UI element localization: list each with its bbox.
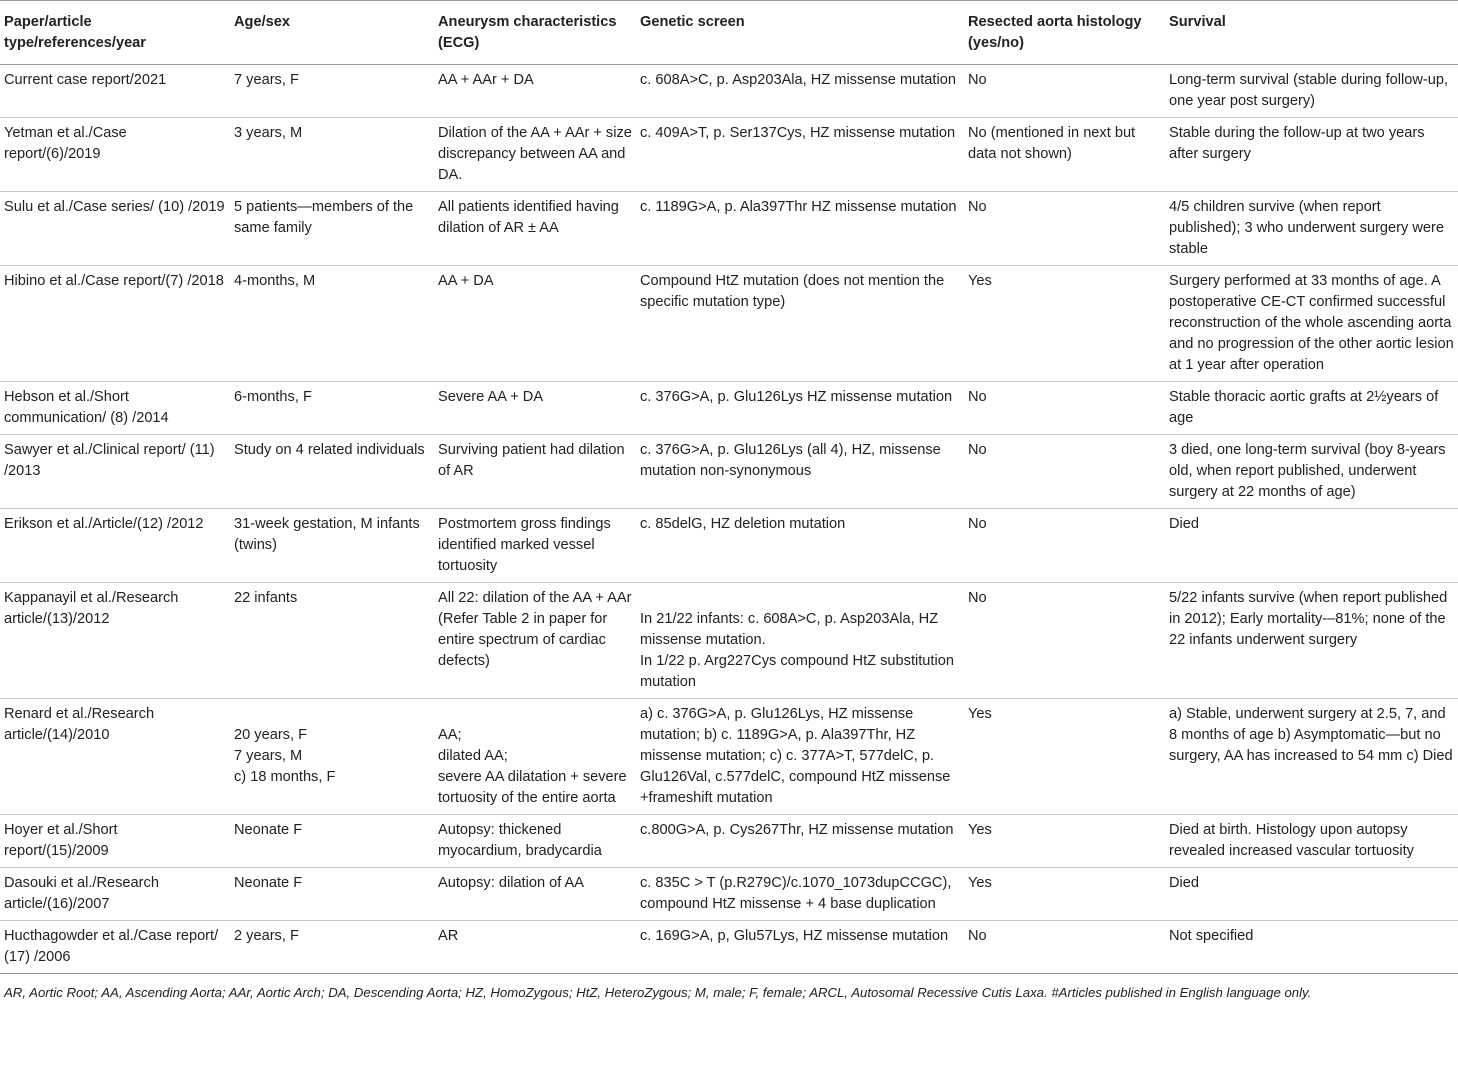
cell-genetic: c. 409A>T, p. Ser137Cys, HZ missense mutation xyxy=(636,118,964,192)
cell-age-sex: 5 patients—members of the same family xyxy=(230,192,434,266)
header-histology: Resected aorta histology (yes/no) xyxy=(964,1,1165,65)
table-row xyxy=(0,921,1458,974)
cell-age-sex: 3 years, M xyxy=(230,118,434,192)
cell-age-sex: 22 infants xyxy=(230,583,434,699)
cell-paper: Sawyer et al./Clinical report/ (11) /2013 xyxy=(0,435,230,509)
table-footnote: AR, Aortic Root; AA, Ascending Aorta; AAr, Aortic Arch; DA, Descending Aorta; HZ, HomoZygous; HtZ, HeteroZygous; M, male; F, female; ARCL, Autosomal Recessive Cutis Laxa. #Articles published in English language only. xyxy=(4,985,1312,1000)
cell-histology: Yes xyxy=(964,868,1165,921)
cell-genetic: In 21/22 infants: c. 608A>C, p. Asp203Ala, HZ missense mutation. In 1/22 p. Arg227Cys compound HtZ substitution mutation xyxy=(636,583,964,699)
cell-histology: Yes xyxy=(964,815,1165,868)
cell-genetic: c. 376G>A, p. Glu126Lys HZ missense mutation xyxy=(636,382,964,435)
table-row xyxy=(0,509,1458,583)
cell-genetic: c. 608A>C, p. Asp203Ala, HZ missense mutation xyxy=(636,65,964,118)
cell-survival: a) Stable, underwent surgery at 2.5, 7, and 8 months of age b) Asymptomatic—but no surgery, AA has increased to 54 mm c) Died xyxy=(1165,699,1458,815)
cell-paper: Hucthagowder et al./Case report/ (17) /2006 xyxy=(0,921,230,974)
cell-age-sex: 20 years, F 7 years, M c) 18 months, F xyxy=(230,699,434,815)
cell-aneurysm: AR xyxy=(434,921,636,974)
cell-age-sex: 2 years, F xyxy=(230,921,434,974)
cell-genetic: c. 169G>A, p, Glu57Lys, HZ missense mutation xyxy=(636,921,964,974)
cell-histology: No xyxy=(964,435,1165,509)
cell-survival: Stable during the follow-up at two years after surgery xyxy=(1165,118,1458,192)
cell-histology: No xyxy=(964,192,1165,266)
cell-survival: Long-term survival (stable during follow-up, one year post surgery) xyxy=(1165,65,1458,118)
table-row xyxy=(0,118,1458,192)
cell-survival: 5/22 infants survive (when report published in 2012); Early mortality-–81%; none of the 22 infants underwent surgery xyxy=(1165,583,1458,699)
cell-genetic: c.800G>A, p. Cys267Thr, HZ missense mutation xyxy=(636,815,964,868)
cell-age-sex: 31-week gestation, M infants (twins) xyxy=(230,509,434,583)
cell-histology: No xyxy=(964,65,1165,118)
cell-paper: Renard et al./Research article/(14)/2010 xyxy=(0,699,230,815)
cell-aneurysm: Surviving patient had dilation of AR xyxy=(434,435,636,509)
header-row xyxy=(0,1,1458,65)
header-age-sex: Age/sex xyxy=(230,1,434,65)
header-paper: Paper/article type/references/year xyxy=(0,1,230,65)
cell-aneurysm: AA + DA xyxy=(434,266,636,382)
cell-genetic: c. 1189G>A, p. Ala397Thr HZ missense mutation xyxy=(636,192,964,266)
cell-age-sex: Study on 4 related individuals xyxy=(230,435,434,509)
cell-paper: Hoyer et al./Short report/(15)/2009 xyxy=(0,815,230,868)
table-row xyxy=(0,192,1458,266)
cell-genetic: Compound HtZ mutation (does not mention the specific mutation type) xyxy=(636,266,964,382)
table-row xyxy=(0,868,1458,921)
cell-age-sex: 7 years, F xyxy=(230,65,434,118)
cell-age-sex: 6-months, F xyxy=(230,382,434,435)
cell-aneurysm: AA + AAr + DA xyxy=(434,65,636,118)
cell-survival: 3 died, one long-term survival (boy 8-years old, when report published, underwent surgery at 22 months of age) xyxy=(1165,435,1458,509)
header-genetic-screen: Genetic screen xyxy=(636,1,964,65)
cell-histology: No xyxy=(964,583,1165,699)
cell-aneurysm: Autopsy: thickened myocardium, bradycardia xyxy=(434,815,636,868)
cell-aneurysm: Postmortem gross findings identified marked vessel tortuosity xyxy=(434,509,636,583)
cell-aneurysm: All patients identified having dilation of AR ± AA xyxy=(434,192,636,266)
cell-age-sex: Neonate F xyxy=(230,868,434,921)
cell-age-sex: 4-months, M xyxy=(230,266,434,382)
cell-age-sex: Neonate F xyxy=(230,815,434,868)
cell-genetic: c. 376G>A, p. Glu126Lys (all 4), HZ, missense mutation non-synonymous xyxy=(636,435,964,509)
cell-aneurysm: Autopsy: dilation of AA xyxy=(434,868,636,921)
cell-paper: Erikson et al./Article/(12) /2012 xyxy=(0,509,230,583)
cell-genetic: c. 835C > T (p.R279C)/c.1070_1073dupCCGC), compound HtZ missense + 4 base duplication xyxy=(636,868,964,921)
cell-survival: Died xyxy=(1165,868,1458,921)
cell-paper: Current case report/2021 xyxy=(0,65,230,118)
cell-paper: Kappanayil et al./Research article/(13)/2012 xyxy=(0,583,230,699)
cell-paper: Dasouki et al./Research article/(16)/2007 xyxy=(0,868,230,921)
cell-survival: Died xyxy=(1165,509,1458,583)
cell-histology: Yes xyxy=(964,699,1165,815)
table-row xyxy=(0,583,1458,699)
cell-paper: Sulu et al./Case series/ (10) /2019 xyxy=(0,192,230,266)
table-row xyxy=(0,382,1458,435)
table-row xyxy=(0,266,1458,382)
cell-paper: Hibino et al./Case report/(7) /2018 xyxy=(0,266,230,382)
cell-aneurysm: Severe AA + DA xyxy=(434,382,636,435)
table-row xyxy=(0,435,1458,509)
cell-histology: No xyxy=(964,509,1165,583)
cell-survival: Died at birth. Histology upon autopsy revealed increased vascular tortuosity xyxy=(1165,815,1458,868)
cell-aneurysm: All 22: dilation of the AA + AAr (Refer Table 2 in paper for entire spectrum of cardiac defects) xyxy=(434,583,636,699)
table-row xyxy=(0,699,1458,815)
cell-survival: Surgery performed at 33 months of age. A postoperative CE-CT confirmed successful reconstruction of the whole ascending aorta and no progression of the other aortic lesion at 1 year after operation xyxy=(1165,266,1458,382)
cell-survival: 4/5 children survive (when report published); 3 who underwent surgery were stable xyxy=(1165,192,1458,266)
table-row xyxy=(0,65,1458,118)
cell-paper: Hebson et al./Short communication/ (8) /2014 xyxy=(0,382,230,435)
table-row xyxy=(0,815,1458,868)
cell-paper: Yetman et al./Case report/(6)/2019 xyxy=(0,118,230,192)
cell-genetic: c. 85delG, HZ deletion mutation xyxy=(636,509,964,583)
cell-survival: Stable thoracic aortic grafts at 2½years of age xyxy=(1165,382,1458,435)
cell-histology: No xyxy=(964,382,1165,435)
cell-aneurysm: AA; dilated AA; severe AA dilatation + severe tortuosity of the entire aorta xyxy=(434,699,636,815)
cell-histology: Yes xyxy=(964,266,1165,382)
cell-histology: No xyxy=(964,921,1165,974)
cell-aneurysm: Dilation of the AA + AAr + size discrepancy between AA and DA. xyxy=(434,118,636,192)
header-survival: Survival xyxy=(1165,1,1458,65)
cell-histology: No (mentioned in next but data not shown) xyxy=(964,118,1165,192)
header-aneurysm: Aneurysm characteristics (ECG) xyxy=(434,1,636,65)
cell-survival: Not specified xyxy=(1165,921,1458,974)
cell-genetic: a) c. 376G>A, p. Glu126Lys, HZ missense mutation; b) c. 1189G>A, p. Ala397Thr, HZ missense mutation; c) c. 377A>T, 577delC, p. Glu126Val, c.577delC, compound HtZ missense +frameshift mutation xyxy=(636,699,964,815)
